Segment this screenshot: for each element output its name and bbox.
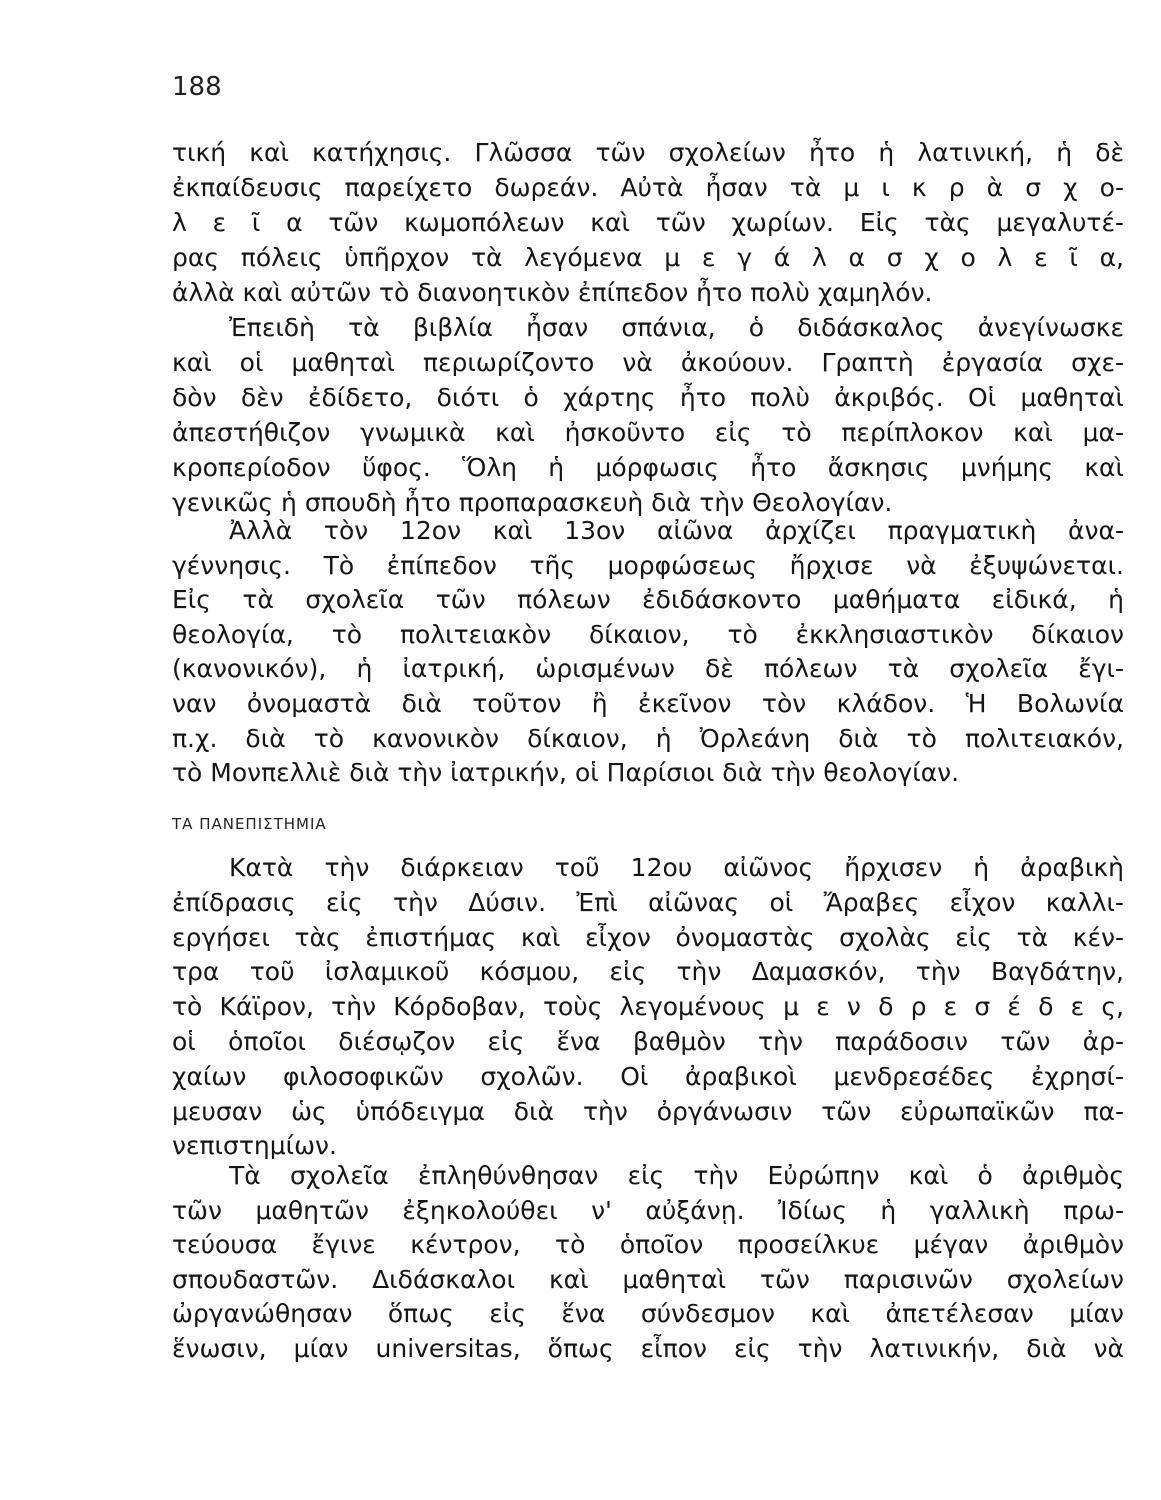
text-line: (κανονικόν), ἡ ἰατρική, ὡρισμένων δὲ πόλεων τὰ σχολεῖα ἔγι-: [172, 654, 1124, 684]
text-line: Ἀλλὰ τὸν 12ον καὶ 13ον αἰῶνα ἀρχίζει πραγματικὴ ἀνα-: [229, 516, 1124, 545]
text-line: Τὰ σχολεῖα ἐπληθύνθησαν εἰς τὴν Εὐρώπην καὶ ὁ ἀριθμὸς: [229, 1161, 1124, 1190]
text-line: Κατὰ τὴν διάρκειαν τοῦ 12ου αἰῶνος ἤρχισεν ἡ ἀραβικὴ: [229, 853, 1124, 882]
section-heading: ΤΑ ΠΑΝΕΠΙΣΤΗΜΙΑ: [172, 815, 327, 833]
page-number: 188: [172, 72, 222, 102]
text-line: ὠργανώθησαν ὅπως εἰς ἕνα σύνδεσμον καὶ ἀπετέλεσαν μίαν: [172, 1299, 1124, 1328]
text-line: ναν ὀνομαστὰ διὰ τοῦτον ἢ ἐκεῖνον τὸν κλάδον. Ἡ Βολωνία: [172, 689, 1124, 718]
text-line: ἀλλὰ καὶ αὐτῶν τὸ διανοητικὸν ἐπίπεδον ἦτο πολὺ χαμηλόν.: [172, 277, 933, 307]
text-line: Ἐπειδὴ τὰ βιβλία ἦσαν σπάνια, ὁ διδάσκαλος ἀνεγίνωσκε: [229, 313, 1124, 342]
text-line: δὸν δὲν ἐδίδετο, διότι ὁ χάρτης ἦτο πολὺ ἀκριβός. Οἱ μαθηταὶ: [172, 382, 1124, 412]
text-line: τῶν μαθητῶν ἐξηκολούθει ν' αὐξάνῃ. Ἰδίως ἡ γαλλικὴ πρω-: [172, 1195, 1124, 1225]
text-line: γέννησις. Τὸ ἐπίπεδον τῆς μορφώσεως ἤρχισε νὰ ἐξυψώνεται.: [172, 550, 1124, 580]
text-line: νεπιστημίων.: [172, 1131, 337, 1161]
text-line: Εἰς τὰ σχολεῖα τῶν πόλεων ἐδιδάσκοντο μαθήματα εἰδικά, ἡ: [172, 585, 1124, 615]
text-line: καὶ οἱ μαθηταὶ περιωρίζοντο νὰ ἀκούουν. Γραπτὴ ἐργασία σχε-: [172, 347, 1124, 377]
text-line: ρας πόλεις ὑπῆρχον τὰ λεγόμενα μ ε γ ά λ α σ χ ο λ ε ῖ α,: [172, 242, 1124, 272]
text-line: π.χ. διὰ τὸ κανονικὸν δίκαιον, ἡ Ὀρλεάνη διὰ τὸ πολιτειακόν,: [172, 723, 1124, 753]
text-line: οἱ ὁποῖοι διέσῳζον εἰς ἕνα βαθμὸν τὴν παράδοσιν τῶν ἀρ-: [172, 1027, 1124, 1056]
text-line: κροπερίοδον ὕφος. Ὅλη ἡ μόρφωσις ἦτο ἄσκησις μνήμης καὶ: [172, 452, 1124, 482]
text-line: τική καὶ κατήχησις. Γλῶσσα τῶν σχολείων ἦτο ἡ λατινική, ἡ δὲ: [172, 138, 1124, 167]
text-line: γενικῶς ἡ σπουδὴ ἦτο προπαρασκευὴ διὰ τὴν Θεολογίαν.: [172, 487, 893, 517]
text-line: τὸ Κάϊρον, τὴν Κόρδοβαν, τοὺς λεγομένους μ ε ν δ ρ ε σ έ δ ε ς,: [172, 992, 1124, 1022]
text-line: τὸ Μονπελλιὲ διὰ τὴν ἰατρικήν, οἱ Παρίσιοι διὰ τὴν θεολογίαν.: [172, 758, 960, 788]
text-line: τρα τοῦ ἰσλαμικοῦ κόσμου, εἰς τὴν Δαμασκόν, τὴν Βαγδάτην,: [172, 957, 1124, 987]
text-line: λ ε ῖ α τῶν κωμοπόλεων καὶ τῶν χωρίων. Εἰς τὰς μεγαλυτέ-: [172, 207, 1124, 237]
text-line: ἐπίδρασις εἰς τὴν Δύσιν. Ἐπὶ αἰῶνας οἱ Ἄραβες εἶχον καλλι-: [172, 887, 1124, 917]
text-line: μευσαν ὡς ὑπόδειγμα διὰ τὴν ὀργάνωσιν τῶν εὐρωπαϊκῶν πα-: [172, 1096, 1124, 1126]
text-line: ἀπεστήθιζον γνωμικὰ καὶ ἠσκοῦντο εἰς τὸ περίπλοκον καὶ μα-: [172, 417, 1124, 447]
text-line: εργήσει τὰς ἐπιστήμας καὶ εἶχον ὀνομαστὰς σχολὰς εἰς τὰ κέν-: [172, 922, 1124, 952]
text-line: σπουδαστῶν. Διδάσκαλοι καὶ μαθηταὶ τῶν παρισινῶν σχολείων: [172, 1264, 1124, 1294]
text-line: θεολογία, τὸ πολιτειακὸν δίκαιον, τὸ ἐκκλησιαστικὸν δίκαιον: [172, 619, 1124, 649]
text-line: ἕνωσιν, μίαν universitas, ὅπως εἶπον εἰς τὴν λατινικήν, διὰ νὰ: [172, 1333, 1124, 1363]
text-line: ἐκπαίδευσις παρείχετο δωρεάν. Αὐτὰ ἦσαν τὰ μ ι κ ρ ὰ σ χ ο-: [172, 172, 1124, 202]
text-line: τεύουσα ἔγινε κέντρον, τὸ ὁποῖον προσείλκυε μέγαν ἀριθμὸν: [172, 1230, 1124, 1259]
text-line: χαίων φιλοσοφικῶν σχολῶν. Οἱ ἀραβικοὶ μενδρεσέδες ἐχρησί-: [172, 1061, 1124, 1091]
